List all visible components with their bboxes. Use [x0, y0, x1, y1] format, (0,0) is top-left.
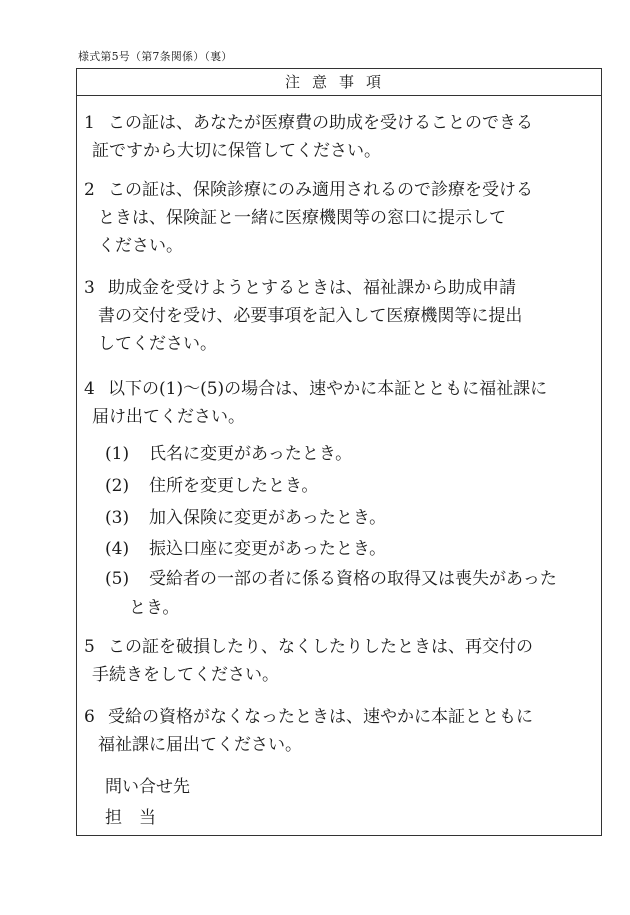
item-text: 書の交付を受け、必要事項を記入して医療機関等に提出 [98, 306, 523, 326]
item-text: してください。 [98, 334, 217, 354]
subitem-text: 住所を変更したとき。 [149, 476, 319, 496]
notice-item-1 [84, 109, 592, 165]
notice-item-6 [84, 703, 592, 759]
item-text: この証は、あなたが医療費の助成を受けることのできる [108, 113, 533, 133]
item-number: 6 [84, 707, 95, 727]
subitem-mark: (1) [105, 444, 130, 464]
item-text: この証は、保険診療にのみ適用されるので診療を受ける [108, 180, 533, 200]
item-text: 証ですから大切に保管してください。 [92, 141, 381, 161]
notice-box [76, 68, 602, 836]
subitem-5-continuation: とき。 [129, 598, 180, 618]
item-text: 以下の(1)～(5)の場合は、速やかに本証とともに福祉課に [108, 379, 548, 399]
item-text: ください。 [98, 236, 183, 256]
item-text: 福祉課に届出てください。 [98, 735, 302, 755]
contact-label: 問い合せ先 [105, 777, 190, 797]
item-text: 受給の資格がなくなったときは、速やかに本証とともに [108, 707, 533, 727]
notice-item-3 [84, 274, 592, 358]
item-text: 届け出てください。 [92, 407, 245, 427]
item-text: 助成金を受けようとするときは、福祉課から助成申請 [108, 278, 516, 298]
subitem-mark: (5) [105, 569, 130, 589]
notice-item-4 [84, 375, 592, 431]
item-text: ときは、保険証と一緒に医療機関等の窓口に提示して [98, 208, 506, 228]
subitem-text: 加入保険に変更があったとき。 [149, 508, 387, 528]
subitem-mark: (2) [105, 476, 130, 496]
subitem-mark: (3) [105, 508, 130, 528]
item-number: 3 [84, 278, 95, 298]
notice-item-5 [84, 633, 592, 689]
item-number: 4 [84, 379, 95, 399]
item-text: 手続きをしてください。 [92, 665, 279, 685]
item-text: この証を破損したり、なくしたりしたときは、再交付の [108, 637, 533, 657]
subitem-text: 氏名に変更があったとき。 [149, 444, 353, 464]
notice-title: 注意事項 [77, 69, 601, 96]
item-number: 2 [84, 180, 95, 200]
subitem-text: 振込口座に変更があったとき。 [149, 539, 387, 559]
subitem-1 [105, 440, 352, 468]
item-number: 5 [84, 637, 95, 657]
subitem-2 [105, 472, 318, 500]
item-number: 1 [84, 113, 95, 133]
contact-person: 担 当 [105, 808, 156, 828]
subitem-mark: (4) [105, 539, 130, 559]
subitem-5 [105, 565, 557, 593]
subitem-text: 受給者の一部の者に係る資格の取得又は喪失があった [149, 569, 557, 589]
form-number-label: 様式第5号（第7条関係）（裏） [78, 50, 233, 63]
subitem-4 [105, 535, 386, 563]
notice-item-2 [84, 176, 592, 260]
subitem-3 [105, 504, 386, 532]
